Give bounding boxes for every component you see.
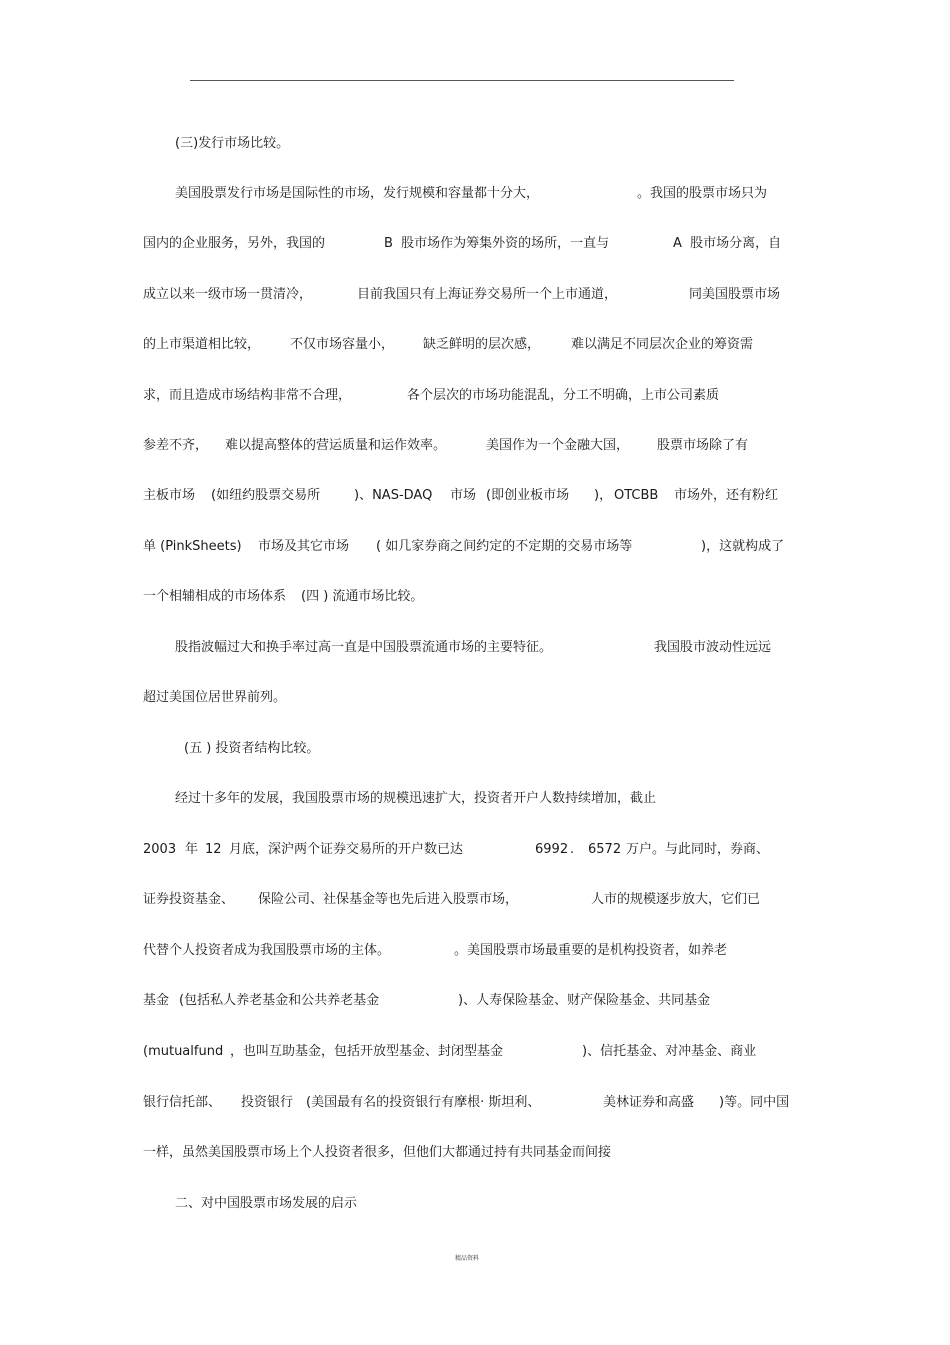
text-segment: 超过美国位居世界前列。 [143, 690, 287, 705]
text-segment: 投资银行 [241, 1095, 294, 1110]
text-segment: 市场及其它市场 [258, 539, 350, 554]
text-segment: )、NAS-DAQ [354, 488, 433, 503]
text-segment: 经过十多年的发展，我国股票市场的规模迅速扩大，投资者开户人数持续增加，截止 [175, 791, 657, 806]
text-segment: 主板市场 [143, 488, 196, 503]
text-segment: 同美国股票市场 [689, 287, 781, 302]
text-segment: . [570, 842, 575, 857]
text-segment: )、人寿保险基金、财产保险基金、共同基金 [458, 993, 711, 1008]
text-segment: (mutualfund [143, 1044, 224, 1059]
text-segment: 国内的企业服务，另外，我国的 [143, 236, 326, 251]
text-segment: ，也叫互助基金，包括开放型基金、封闭型基金 [230, 1044, 504, 1059]
text-segment: )，这就构成了 [701, 539, 785, 554]
text-segment: (如纽约股票交易所 [211, 488, 321, 503]
text-segment: 一样，虽然美国股票市场上个人投资者很多，但他们大都通过持有共同基金而间接 [143, 1145, 612, 1160]
text-segment: 6992 [535, 842, 569, 857]
text-segment: A 股市场分离，自 [673, 236, 782, 251]
text-segment: 参差不齐， [143, 438, 209, 453]
text-segment: (包括私人养老基金和公共养老基金 [179, 993, 380, 1008]
text-segment: B 股市场作为筹集外资的场所，一直与 [384, 236, 610, 251]
text-segment: 美国作为一个金融大国， [486, 438, 630, 453]
text-segment: 市场外，还有粉红 [674, 488, 779, 503]
text-segment: 基金 [143, 993, 170, 1008]
text-segment: 难以提高整体的营运质量和运作效率。 [225, 438, 447, 453]
text-segment: 股指波幅过大和换手率过高一直是中国股票流通市场的主要特征。 [175, 640, 553, 655]
text-segment: 难以满足不同层次企业的筹资需 [571, 337, 754, 352]
text-segment: ( 如几家券商之间约定的不定期的交易市场等 [376, 539, 633, 554]
text-segment: 6572 [588, 842, 622, 857]
text-segment: 银行信托部、 [143, 1095, 222, 1110]
text-segment: 。我国的股票市场只为 [637, 186, 768, 201]
text-segment: 12 [205, 842, 222, 857]
text-segment: 美国股票发行市场是国际性的市场，发行规模和容量都十分大， [175, 186, 540, 201]
text-segment: 我国股市波动性远远 [654, 640, 772, 655]
text-segment: 年 [185, 842, 199, 857]
text-segment: 万户。与此同时，券商、 [626, 842, 770, 857]
text-segment: 各个层次的市场功能混乱，分工不明确，上市公司素质 [407, 388, 720, 403]
text-segment: )等。同中国 [719, 1095, 790, 1110]
text-segment: 成立以来一级市场一贯清冷， [143, 287, 313, 302]
header-rule [190, 80, 734, 81]
text-segment: 求，而且造成市场结构非常不合理， [143, 388, 352, 403]
text-segment: 美林证券和高盛 [603, 1095, 695, 1110]
text-segment: 的上市渠道相比较， [143, 337, 261, 352]
text-segment: )、信托基金、对冲基金、商业 [582, 1044, 757, 1059]
text-segment: 不仅市场容量小， [290, 337, 395, 352]
text-segment: 保险公司、社保基金等也先后进入股票市场， [258, 892, 519, 907]
text-segment: 代替个人投资者成为我国股票市场的主体。 [143, 943, 391, 958]
text-segment: 月底，深沪两个证券交易所的开户数已达 [229, 842, 464, 857]
text-segment: 股票市场除了有 [657, 438, 749, 453]
text-segment: 市场 [450, 488, 477, 503]
text-segment: OTCBB [614, 488, 659, 503]
text-segment: 一个相辅相成的市场体系 [143, 589, 287, 604]
text-segment: (五 ) 投资者结构比较。 [184, 741, 320, 756]
text-segment: (三)发行市场比较。 [175, 136, 290, 151]
text-segment: 证券投资基金、 [143, 892, 235, 907]
page-footer: 精品资料 [455, 1255, 480, 1262]
text-segment: 2003 [143, 842, 177, 857]
text-segment: (美国最有名的投资银行有摩根· 斯坦利、 [306, 1095, 541, 1110]
text-segment: 人市的规模逐步放大，它们已 [591, 892, 761, 907]
text-segment: (即创业板市场 [486, 488, 570, 503]
text-segment: 。美国股票市场最重要的是机构投资者，如养老 [454, 943, 728, 958]
text-segment: 目前我国只有上海证券交易所一个上市通道， [357, 287, 618, 302]
text-segment: 缺乏鲜明的层次感， [423, 337, 541, 352]
text-segment: )， [594, 488, 613, 503]
text-segment: (四 ) 流通市场比较。 [301, 589, 424, 604]
text-segment: 单 (PinkSheets) [143, 539, 242, 554]
text-segment: 二、对中国股票市场发展的启示 [175, 1196, 358, 1211]
